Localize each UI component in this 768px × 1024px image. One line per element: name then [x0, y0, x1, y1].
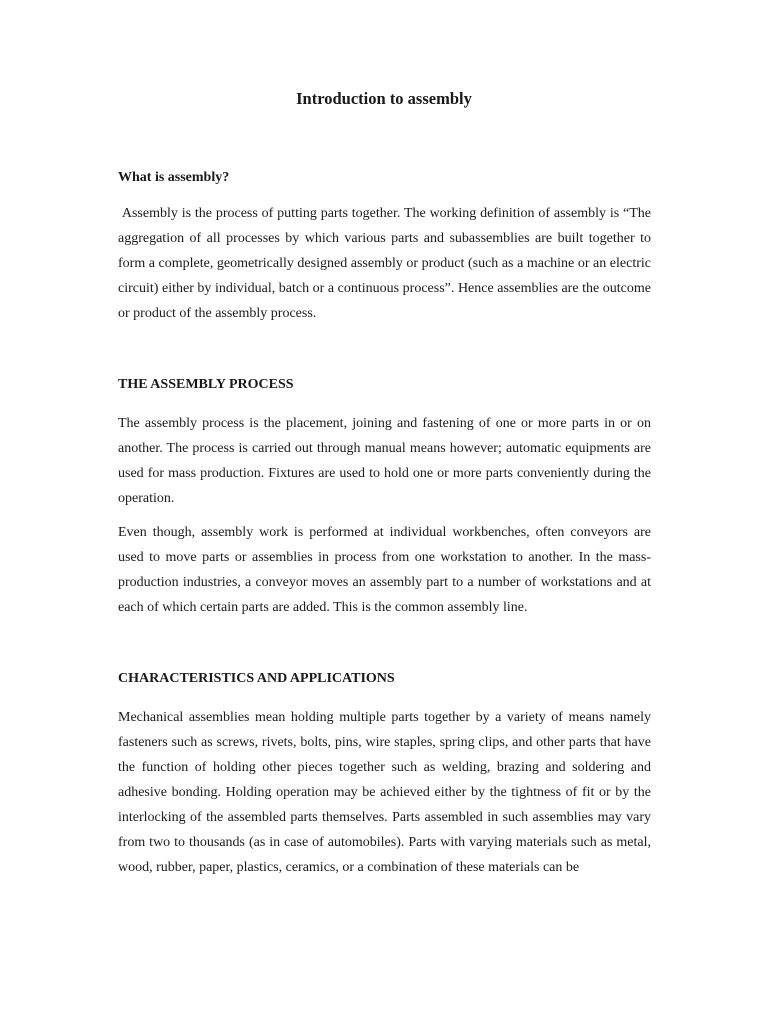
- document-body: [118, 168, 651, 880]
- section-heading-characteristics: CHARACTERISTICS AND APPLICATIONS: [118, 671, 395, 686]
- document-title: Introduction to assembly: [296, 89, 472, 108]
- paragraph-assembly-process-1: The assembly process is the placement, joining and fastening of one or more parts in or on another. The process is carried out through manual means however; automatic equipments are used for mass production. Fixtures are used to hold one or more parts conveniently during the operation.: [118, 416, 651, 506]
- paragraph-what-is-assembly: Assembly is the process of putting parts together. The working definition of assembly is “The aggregation of all processes by which various parts and subassemblies are built together to form a complete, geometrically designed assembly or product (such as a machine or an electric circuit) either by individual, batch or a continuous process”. Hence assemblies are the outcome or product of the assembly process.: [118, 206, 651, 321]
- paragraph-characteristics: Mechanical assemblies mean holding multiple parts together by a variety of means namely fasteners such as screws, rivets, bolts, pins, wire staples, spring clips, and other parts that have the function of holding other pieces together such as welding, brazing and soldering and adhesive bonding. Holding operation may be achieved either by the tightness of fit or by the interlocking of the assembled parts themselves. Parts assembled in such assemblies may vary from two to thousands (as in case of automobiles). Parts with varying materials such as metal, wood, rubber, paper, plastics, ceramics, or a combination of these materials can be: [118, 710, 651, 875]
- section-heading-assembly-process: THE ASSEMBLY PROCESS: [118, 377, 294, 392]
- paragraph-assembly-process-2: Even though, assembly work is performed at individual workbenches, often conveyors are used to move parts or assemblies in process from one workstation to another. In the mass-production industries, a conveyor moves an assembly part to a number of workstations and at each of which certain parts are added. This is the common assembly line.: [118, 525, 651, 615]
- section-heading-what-is-assembly: What is assembly?: [118, 170, 230, 185]
